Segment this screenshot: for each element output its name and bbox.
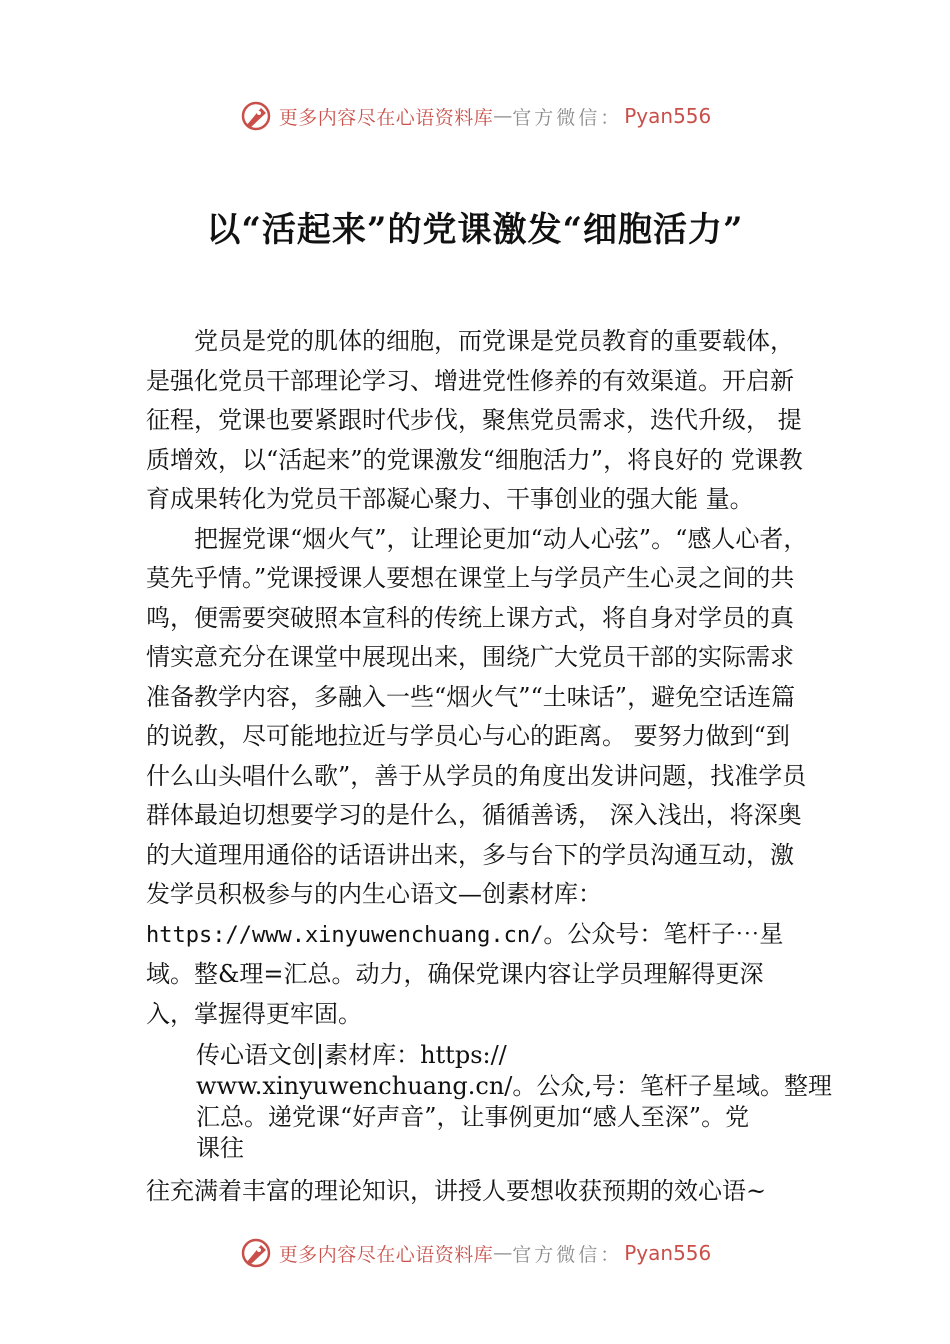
paragraph-2-text: 把握党课“烟火气”，让理论更加“动人心弦”。“感人心者，莫先乎情。”党课授课人要想在课堂上与学员产生心灵之间的共鸣，便需要突破照本宣科的传统上课方式，将自身对学员的真情实意充分在课堂中展现出来，围绕广大党员干部的实际需求准备教学内容，多融入一些“烟火气”“土味话”，避免空话连篇的说教，尽可能地拉近与学员心与心的距离。 要努力做到“到什么山头唱什么歌”，善于从学员的角度出发讲问题，找准学员群体最迫切想要学习的是什么，循循善诱， 深入浅出，将深奥的大道理用通俗的话语讲出来，多与台下的学员沟通互动，激发学员积极参与的内生心语文—创素材库： [146, 524, 808, 908]
quote-block [196, 1040, 840, 1164]
quote-line-2 [196, 1071, 840, 1102]
pen-nib-logo-icon [239, 1236, 273, 1270]
quote-line-4-text: 课往 [196, 1134, 244, 1162]
watermark-id: Pyan556 [624, 1241, 712, 1265]
paragraph-2-url: https://www.xinyuwenchuang.cn/ [146, 922, 544, 948]
watermark-id: Pyan556 [624, 104, 712, 128]
watermark-text: 更多内容尽在心语资料库 [278, 106, 494, 129]
paragraph-2 [146, 520, 810, 1035]
quote-line-1-text: 传心语文创|素材库：https:// [196, 1041, 507, 1069]
document-body [146, 322, 810, 1034]
watermark-text: 更多内容尽在心语资料库 [278, 1243, 494, 1266]
quote-line-1 [196, 1040, 840, 1071]
watermark-label: 官方微信： [512, 106, 623, 129]
paragraph-1: 党员是党的肌体的细胞，而党课是党员教育的重要载体，是强化党员干部理论学习、增进党性修养的有效渠道。开启新征程，党课也要紧跟时代步伐，聚焦党员需求，迭代升级， 提质增效，以“活起来”的党课激发“细胞活力”，将良好的 党课教育成果转化为党员干部凝心聚力、干事创业的强大能 量。 [146, 327, 803, 513]
watermark-label: 官方微信： [512, 1243, 623, 1266]
watermark-separator: — [493, 1242, 513, 1264]
document-title: 以“活起来”的党课激发“细胞活力” [206, 210, 744, 250]
footer-watermark [0, 1233, 950, 1273]
quote-line-3-text: 汇总。递党课“好声音”，让事例更加“感人至深”。党 [196, 1103, 750, 1131]
header-watermark [0, 96, 950, 136]
tail-line: 往充满着丰富的理论知识，讲授人要想收获预期的效心语~ [146, 1177, 767, 1205]
watermark-separator: — [493, 105, 513, 127]
quote-line-3 [196, 1102, 840, 1133]
quote-line-2-text: www.xinyuwenchuang.cn/。公众,号：笔杆子星域。整理 [196, 1072, 833, 1100]
paragraph-2-rest: 。公众号：笔杆子⋯星域。整&理=汇总。动力，确保党课内容让学员理解得更深入，掌握得更牢固。 [146, 919, 784, 1028]
pen-nib-logo-icon [239, 99, 273, 133]
quote-line-4 [196, 1133, 840, 1164]
